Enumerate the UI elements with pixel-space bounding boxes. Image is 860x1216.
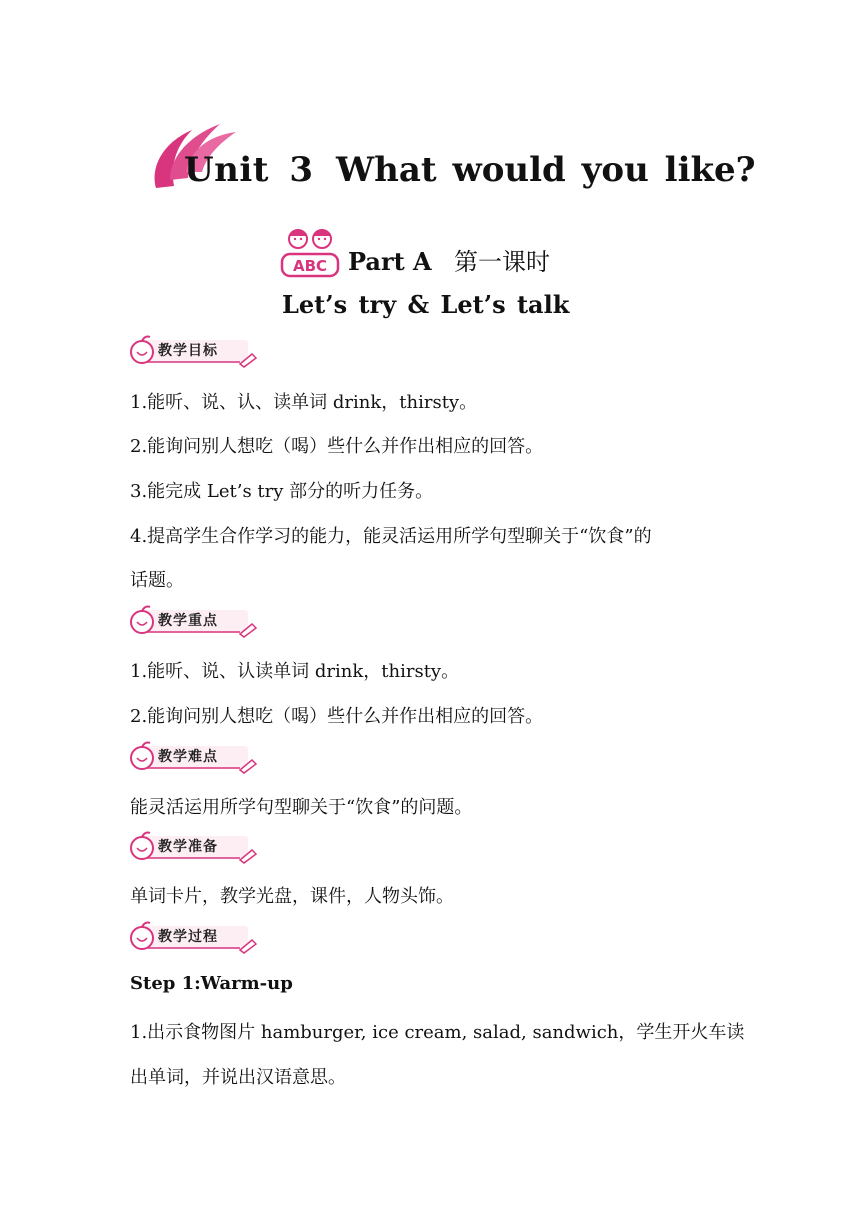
part-label <box>348 242 550 277</box>
unit-label <box>184 150 314 190</box>
section-header-label: 教学重点 <box>158 613 218 629</box>
section-header-process <box>128 920 268 954</box>
difficulty-item: 能灵活运用所学句型聊关于“饮食”的问题。 <box>130 797 473 818</box>
process-item: 出单词，并说出汉语意思。 <box>130 1067 346 1088</box>
section-header-difficulties <box>128 740 268 774</box>
unit-question: What would you like? <box>336 150 756 190</box>
svg-text:ABC: ABC <box>292 257 328 275</box>
section-header-key-points <box>128 604 268 638</box>
section-header-preparation <box>128 830 268 864</box>
section-header-label: 教学准备 <box>158 839 218 855</box>
objective-item: 1.能听、说、认、读单词 drink，thirsty。 <box>130 392 478 413</box>
objective-item: 话题。 <box>130 570 184 591</box>
objective-item: 3.能完成 Let’s try 部分的听力任务。 <box>130 481 434 502</box>
unit-title <box>148 118 756 198</box>
part-name: Part A <box>348 247 432 276</box>
preparation-item: 单词卡片，教学光盘，课件，人物头饰。 <box>130 886 454 907</box>
unit-number: 3 <box>289 150 314 190</box>
kids-abc-icon <box>278 226 342 280</box>
part-heading <box>278 226 598 280</box>
process-item: 1.出示食物图片 hamburger, ice cream, salad, sandwich，学生开火车读 <box>130 1022 745 1043</box>
section-header-label: 教学难点 <box>158 749 218 765</box>
section-header-label: 教学目标 <box>158 343 218 359</box>
lesson-subtitle: Let’s try & Let’s talk <box>282 290 570 319</box>
section-header-objectives <box>128 334 268 368</box>
lesson-number: 第一课时 <box>454 248 551 276</box>
key-point-item: 2.能询问别人想吃（喝）些什么并作出相应的回答。 <box>130 706 544 727</box>
objective-item: 4.提高学生合作学习的能力，能灵活运用所学句型聊关于“饮食”的 <box>130 526 652 547</box>
unit-word: Unit <box>184 150 269 190</box>
step-title: Step 1:Warm-up <box>130 973 293 994</box>
objective-item: 2.能询问别人想吃（喝）些什么并作出相应的回答。 <box>130 436 544 457</box>
section-header-label: 教学过程 <box>158 929 218 945</box>
key-point-item: 1.能听、说、认读单词 drink，thirsty。 <box>130 661 460 682</box>
